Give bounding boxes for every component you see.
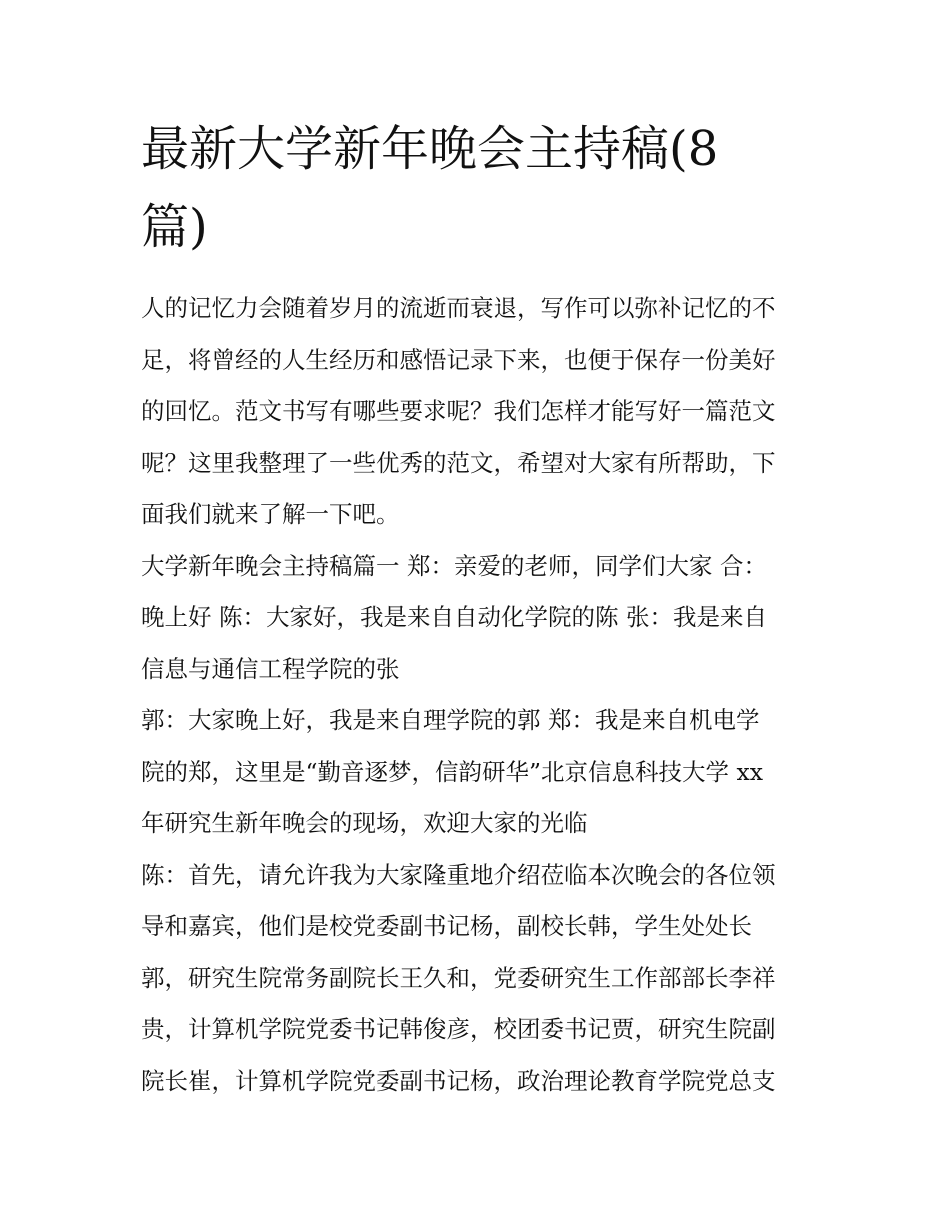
text-line: 大学新年晚会主持稿篇一 郑：亲爱的老师，同学们大家 合： (141, 551, 767, 580)
title-line: 最新大学新年晚会主持稿(8 (141, 121, 719, 177)
title-line: 篇) (141, 199, 208, 255)
text-line: 贵，计算机学院党委书记韩俊彦，校团委书记贾，研究生院副 (141, 1015, 776, 1043)
text-line: 信息与通信工程学院的张 (141, 654, 400, 683)
text-line: 陈：首先，请允许我为大家隆重地介绍莅临本次晚会的各位领 (141, 860, 776, 889)
script-paragraph-opening (141, 541, 813, 696)
text-line: 郭，研究生院常务副院长王久和，党委研究生工作部部长李祥 (141, 963, 776, 992)
text-line: 足，将曾经的人生经历和感悟记录下来，也便于保存一份美好 (141, 345, 776, 374)
text-line: 导和嘉宾，他们是校党委副书记杨，副校长韩，学生处处长 (141, 912, 752, 940)
text-line: 晚上好 陈：大家好，我是来自自动化学院的陈 张：我是来自 (141, 603, 767, 631)
script-paragraph-welcome (141, 695, 813, 850)
text-line: 面我们就来了解一下吧。 (141, 500, 400, 528)
text-line: 人的记忆力会随着岁月的流逝而衰退，写作可以弥补记忆的不 (141, 294, 776, 322)
script-paragraph-guests (141, 850, 813, 1108)
text-line: 呢？这里我整理了一些优秀的范文，希望对大家有所帮助，下 (141, 448, 776, 477)
document-title (141, 110, 781, 266)
document-body (141, 283, 813, 1107)
text-line: 的回忆。范文书写有哪些要求呢？我们怎样才能写好一篇范文 (141, 397, 776, 425)
text-line: 郭：大家晚上好，我是来自理学院的郭 郑：我是来自机电学 (141, 706, 760, 734)
text-line: 年研究生新年晚会的现场，欢迎大家的光临 (141, 809, 588, 837)
intro-paragraph (141, 283, 813, 541)
document-page (141, 110, 813, 1107)
text-line: 院长崔，计算机学院党委副书记杨，政治理论教育学院党总支 (141, 1066, 776, 1095)
text-line: 院的郑，这里是“勤音逐梦，信韵研华”北京信息科技大学 xx (141, 757, 764, 786)
